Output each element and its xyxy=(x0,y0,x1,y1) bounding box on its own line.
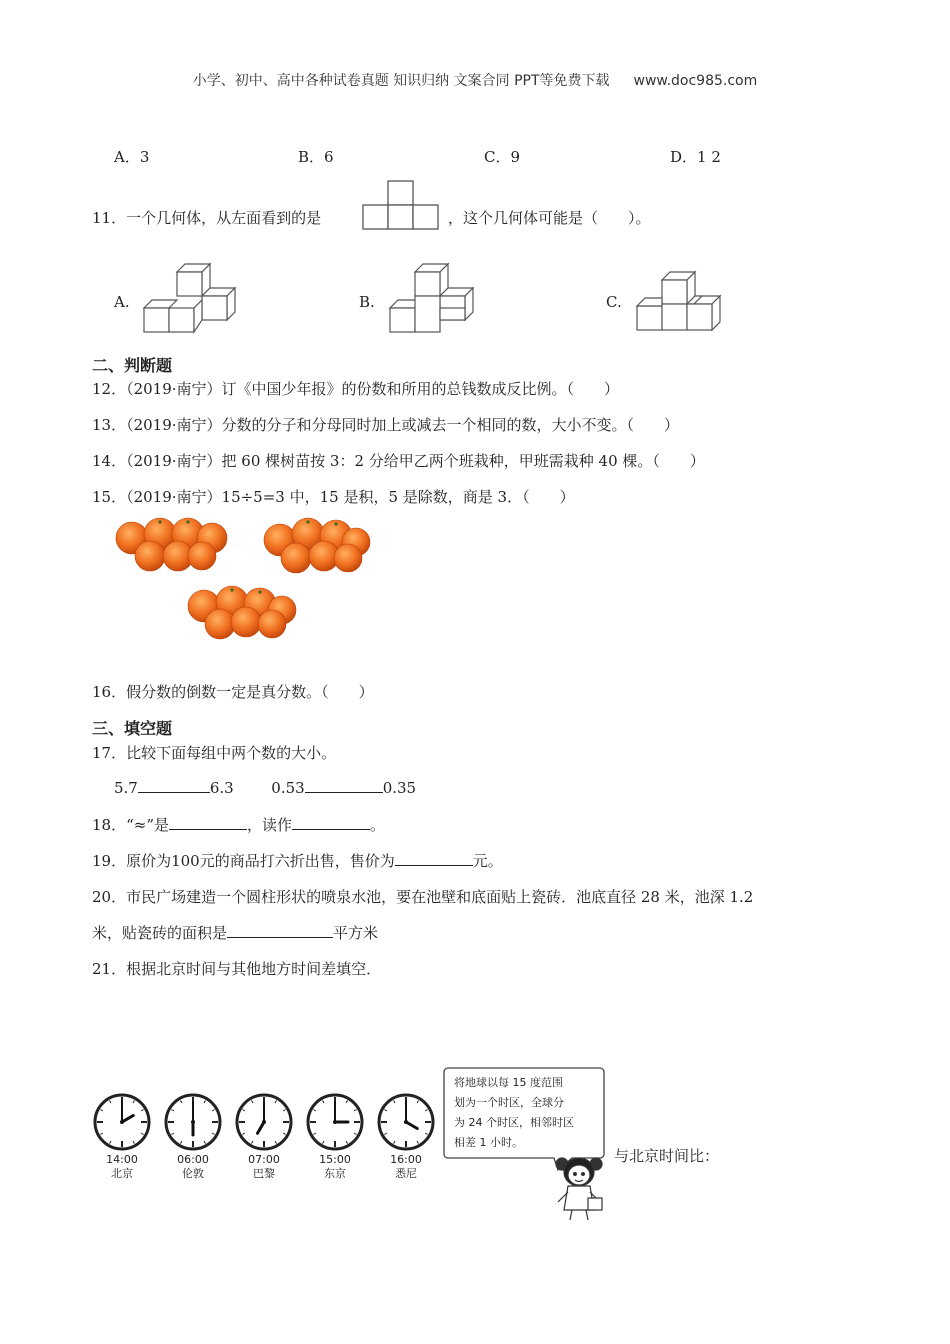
q17-a2: 6.3 xyxy=(209,779,234,797)
q11-text-b: ，这个几何体可能是（ ）。 xyxy=(448,209,651,227)
page-header xyxy=(0,70,950,90)
q15-text: 15．（2019·南宁）15÷5=3 中，15 是积，5 是除数，商是 3．（ ） xyxy=(92,488,575,506)
clock-3 xyxy=(308,1095,362,1180)
q12-text: 12．（2019·南宁）订《中国少年报》的份数和所用的总钱数成反比例。（ ） xyxy=(92,380,620,398)
q10-option-a: A．3 xyxy=(114,148,150,166)
clock-1 xyxy=(166,1095,220,1180)
left-view-figure xyxy=(362,179,442,231)
cube-figure-b xyxy=(385,262,479,336)
q16-text: 16．假分数的倒数一定是真分数。（ ） xyxy=(92,683,374,701)
bubble-line-4: 相差 1 小时。 xyxy=(454,1136,523,1149)
q17-blank-2[interactable] xyxy=(305,778,383,793)
q11-option-c: C. xyxy=(606,293,622,311)
clock-city-label: 巴黎 xyxy=(253,1167,275,1180)
q10-option-d: D．1 2 xyxy=(670,148,721,166)
section-2-title: 二、判断题 xyxy=(92,356,173,375)
q14-text: 14．（2019·南宁）把 60 棵树苗按 3：2 分给甲乙两个班栽种，甲班需栽种 40 棵。（ ） xyxy=(92,452,705,470)
q18-part-2: ，读作 xyxy=(247,816,293,834)
q17-text: 17．比较下面每组中两个数的大小。 xyxy=(92,744,337,762)
q17-a1: 5.7 xyxy=(114,779,138,797)
clock-city-label: 东京 xyxy=(324,1167,346,1180)
header-title: 小学、初中、高中各种试卷真题 知识归纳 文案合同 PPT等免费下载 xyxy=(192,73,610,89)
girl-cartoon xyxy=(552,1150,608,1222)
q11-text-a: 11．一个几何体，从左面看到的是 xyxy=(92,209,322,227)
q18-part-1: 18．“≈”是 xyxy=(92,816,169,834)
header-url: www.doc985.com xyxy=(633,73,758,89)
q13-text: 13．（2019·南宁）分数的分子和分母同时加上或减去一个相同的数，大小不变。（ ） xyxy=(92,416,680,434)
q11-option-a: A. xyxy=(114,293,130,311)
cube-figure-a xyxy=(140,262,240,336)
q18-blank-2[interactable] xyxy=(292,815,370,830)
q18-row xyxy=(92,814,385,835)
q21-text: 21．根据北京时间与其他地方时间差填空． xyxy=(92,960,382,978)
clock-time-label: 14:00 xyxy=(106,1153,138,1166)
q20-blank[interactable] xyxy=(227,923,333,938)
q11-option-b: B. xyxy=(359,293,375,311)
cube-figure-c xyxy=(632,268,726,338)
q17-compare-row xyxy=(114,778,416,797)
q20-line-1: 20．市民广场建造一个圆柱形状的喷泉水池，要在池壁和底面贴上瓷砖．池底直径 28 米，池深 1.2 xyxy=(92,888,754,906)
q10-option-b: B．6 xyxy=(298,148,334,166)
clock-time-label: 06:00 xyxy=(177,1153,209,1166)
clock-city-label: 北京 xyxy=(111,1167,133,1180)
q18-part-3: 。 xyxy=(370,816,386,834)
clock-city-label: 悉尼 xyxy=(395,1167,417,1180)
bubble-line-2: 划为一个时区，全球分 xyxy=(454,1096,564,1109)
clock-2 xyxy=(237,1095,291,1180)
q10-option-c: C．9 xyxy=(484,148,521,166)
time-zone-clocks xyxy=(88,1088,438,1182)
q20-line-2 xyxy=(92,922,378,943)
q17-b1: 0.53 xyxy=(271,779,305,797)
section-3-title: 三、填空题 xyxy=(92,719,173,738)
clock-time-label: 15:00 xyxy=(319,1153,351,1166)
clock-city-label: 伦敦 xyxy=(182,1167,204,1180)
oranges-illustration xyxy=(112,512,372,646)
bubble-line-3: 为 24 个时区，相邻时区 xyxy=(454,1116,574,1129)
clock-4 xyxy=(379,1095,433,1180)
clock-time-label: 16:00 xyxy=(390,1153,422,1166)
q20-part-2: 平方米 xyxy=(333,924,379,942)
q17-blank-1[interactable] xyxy=(138,778,210,793)
q19-part-1: 19．原价为100元的商品打六折出售，售价为 xyxy=(92,852,395,870)
q18-blank-1[interactable] xyxy=(169,815,247,830)
q19-row xyxy=(92,850,503,871)
q19-part-2: 元。 xyxy=(472,852,503,870)
clock-time-label: 07:00 xyxy=(248,1153,280,1166)
q17-b2: 0.35 xyxy=(382,779,417,797)
q20-part-1: 米，贴瓷砖的面积是 xyxy=(92,924,228,942)
q21-compare-label: 与北京时间比： xyxy=(614,1147,720,1165)
bubble-line-1: 将地球以每 15 度范围 xyxy=(454,1076,563,1089)
q19-blank[interactable] xyxy=(395,851,473,866)
clock-0 xyxy=(95,1095,149,1180)
